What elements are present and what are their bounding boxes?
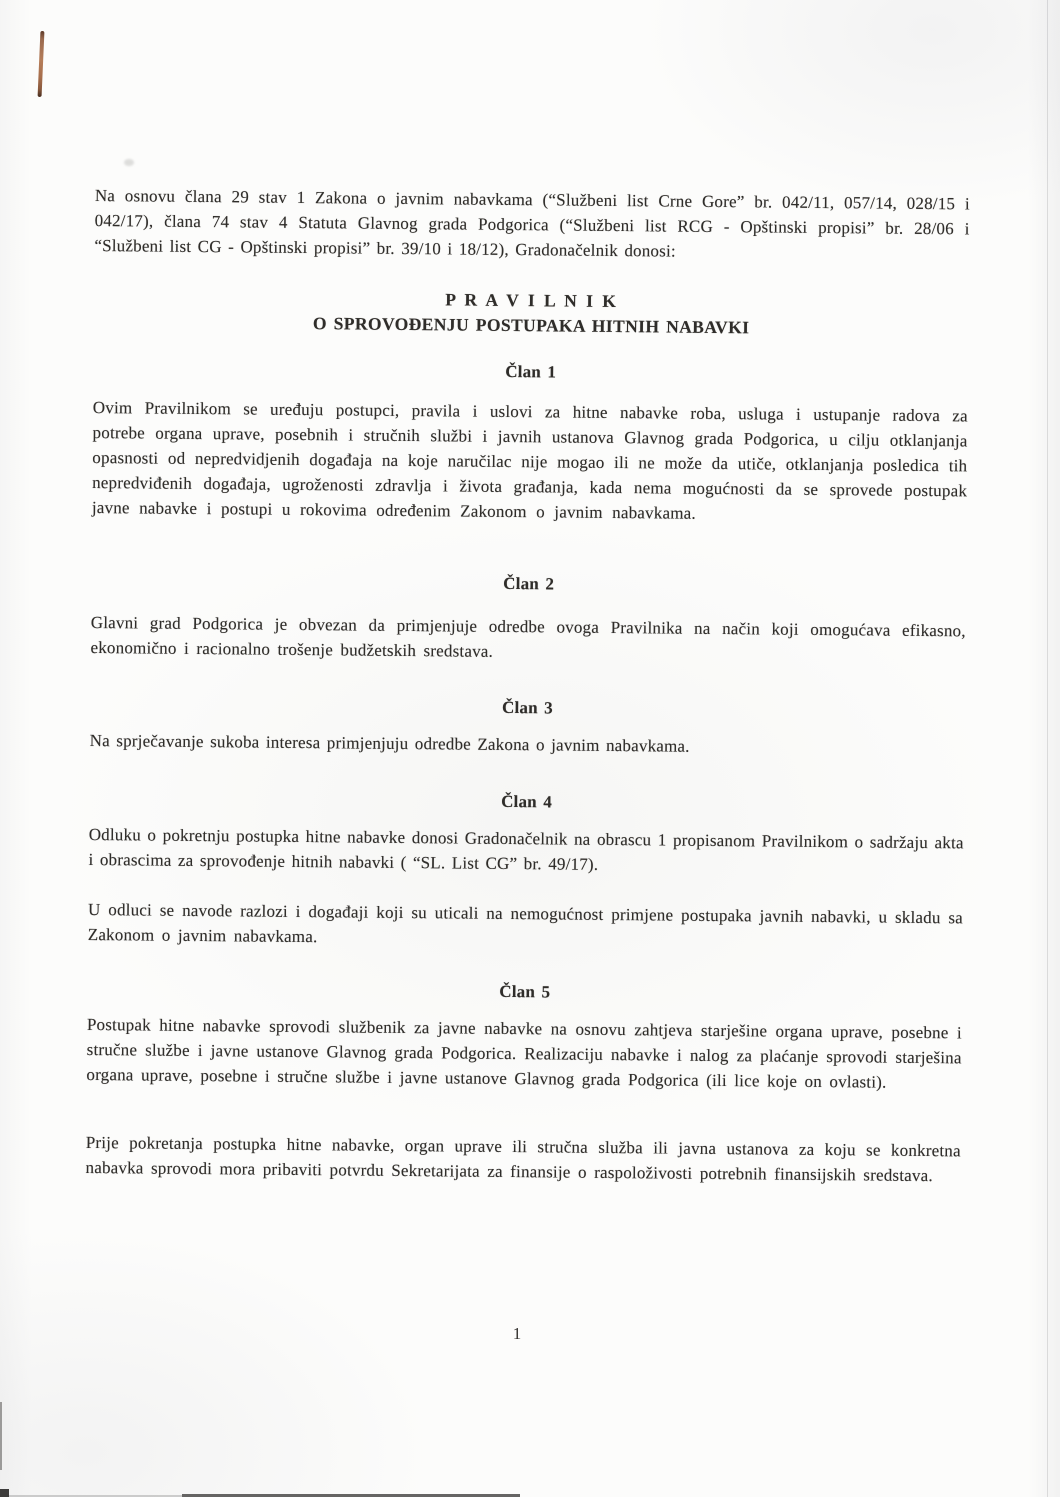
article-5-paragraph-2: Prije pokretanja postupka hitne nabavke, organ uprave ili stručna služba ili javna ustanova za koju se konkretna nabavka sprovodi mora pribaviti potvrdu Sekretarijata za finansije o raspoloživosti potrebnih finansijskih sredstava. bbox=[85, 1132, 961, 1186]
article-3-heading: Član 3 bbox=[501, 697, 554, 718]
article-5-paragraph-1: Postupak hitne nabavke sprovodi službenik za javne nabavke na osnovu zahtjeva starješine organa uprave, posebne i stručne službe i javne ustanove Glavnog grada Podgorica. Realizaciju nabavke i nalog za plaćanje sprovodi starješina organa uprave, posebne i stručne službe i javne ustanove Glavnog grada Podgorica (ili lice koje on ovlasti). bbox=[86, 1014, 962, 1092]
document-title-line1: P R A V I L N I K bbox=[445, 289, 618, 312]
document-content bbox=[85, 183, 970, 1186]
legal-basis-paragraph: Na osnovu člana 29 stav 1 Zakona o javnim nabavkama (“Službeni list Crne Gore” br. 042/11, 057/14, 028/15 i 042/17), člana 74 stav 4 Statuta Glavnog grada Podgorica (“Službeni list RCG - Opštinski propisi” br. 28/06 i “Službeni list CG - Opštinski propisi” br. 39/10 i 18/12), Gradonačelnik donosi: bbox=[94, 185, 970, 261]
article-4-paragraph-1: Odluku o pokretnju postupka hitne nabavke donosi Gradonačelnik na obrascu 1 propisanom Pravilnikom o sadržaju akta i obrascima za sprovođenje hitnih nabavki ( “SL. List CG” br. 49/17). bbox=[88, 824, 964, 874]
article-5-heading: Član 5 bbox=[499, 981, 551, 1002]
scan-artifact-left-edge bbox=[0, 1402, 2, 1470]
scan-smudge bbox=[124, 159, 134, 166]
article-4-paragraph-2: U odluci se navode razlozi i događaji koji su uticali na nemogućnost primjene postupaka javnih nabavki, u skladu sa Zakonom o javnim nabavkama. bbox=[87, 899, 964, 947]
scan-artifact-corner bbox=[0, 1489, 9, 1497]
article-3-paragraph: Na sprječavanje sukoba interesa primjenjuju odredbe Zakona o javnim nabavkama. bbox=[89, 730, 690, 756]
document-title bbox=[94, 284, 969, 342]
page-number: 1 bbox=[512, 1324, 522, 1343]
scan-edge-streak bbox=[1047, 0, 1048, 1497]
article-4-heading: Član 4 bbox=[501, 791, 553, 812]
pen-mark-artifact bbox=[38, 31, 45, 97]
article-1-paragraph: Ovim Pravilnikom se uređuju postupci, pravila i uslovi za hitne nabavke roba, usluga i ustupanje radova za potrebe organa uprave, posebnih i stručnih službi i javnih ustanova Glavnog grada Podgorica, u cilju otklanjanja opasnosti od nepredvidjenih događaja na koje naručilac nije mogao ili ne može da utiče, otklanjanja posledica tih nepredviđenih događaja, ugroženosti zdravlja i života građanja, kada nema mogućnosti da se sprovede postupak javne nabavke i postupi u rokovima određenim Zakonom o javnim nabavkama. bbox=[91, 397, 968, 523]
document-title-line2: O SPROVOĐENJU POSTUPAKA HITNIH NABAVKI bbox=[312, 313, 750, 338]
article-1-heading: Član 1 bbox=[505, 361, 557, 382]
article-2-paragraph: Glavni grad Podgorica je obvezan da primjenjuje odredbe ovoga Pravilnika na način koji omogućava efikasno, ekonomično i racionalno trošenje budžetskih sredstava. bbox=[90, 612, 966, 661]
article-2-heading: Član 2 bbox=[503, 573, 555, 594]
